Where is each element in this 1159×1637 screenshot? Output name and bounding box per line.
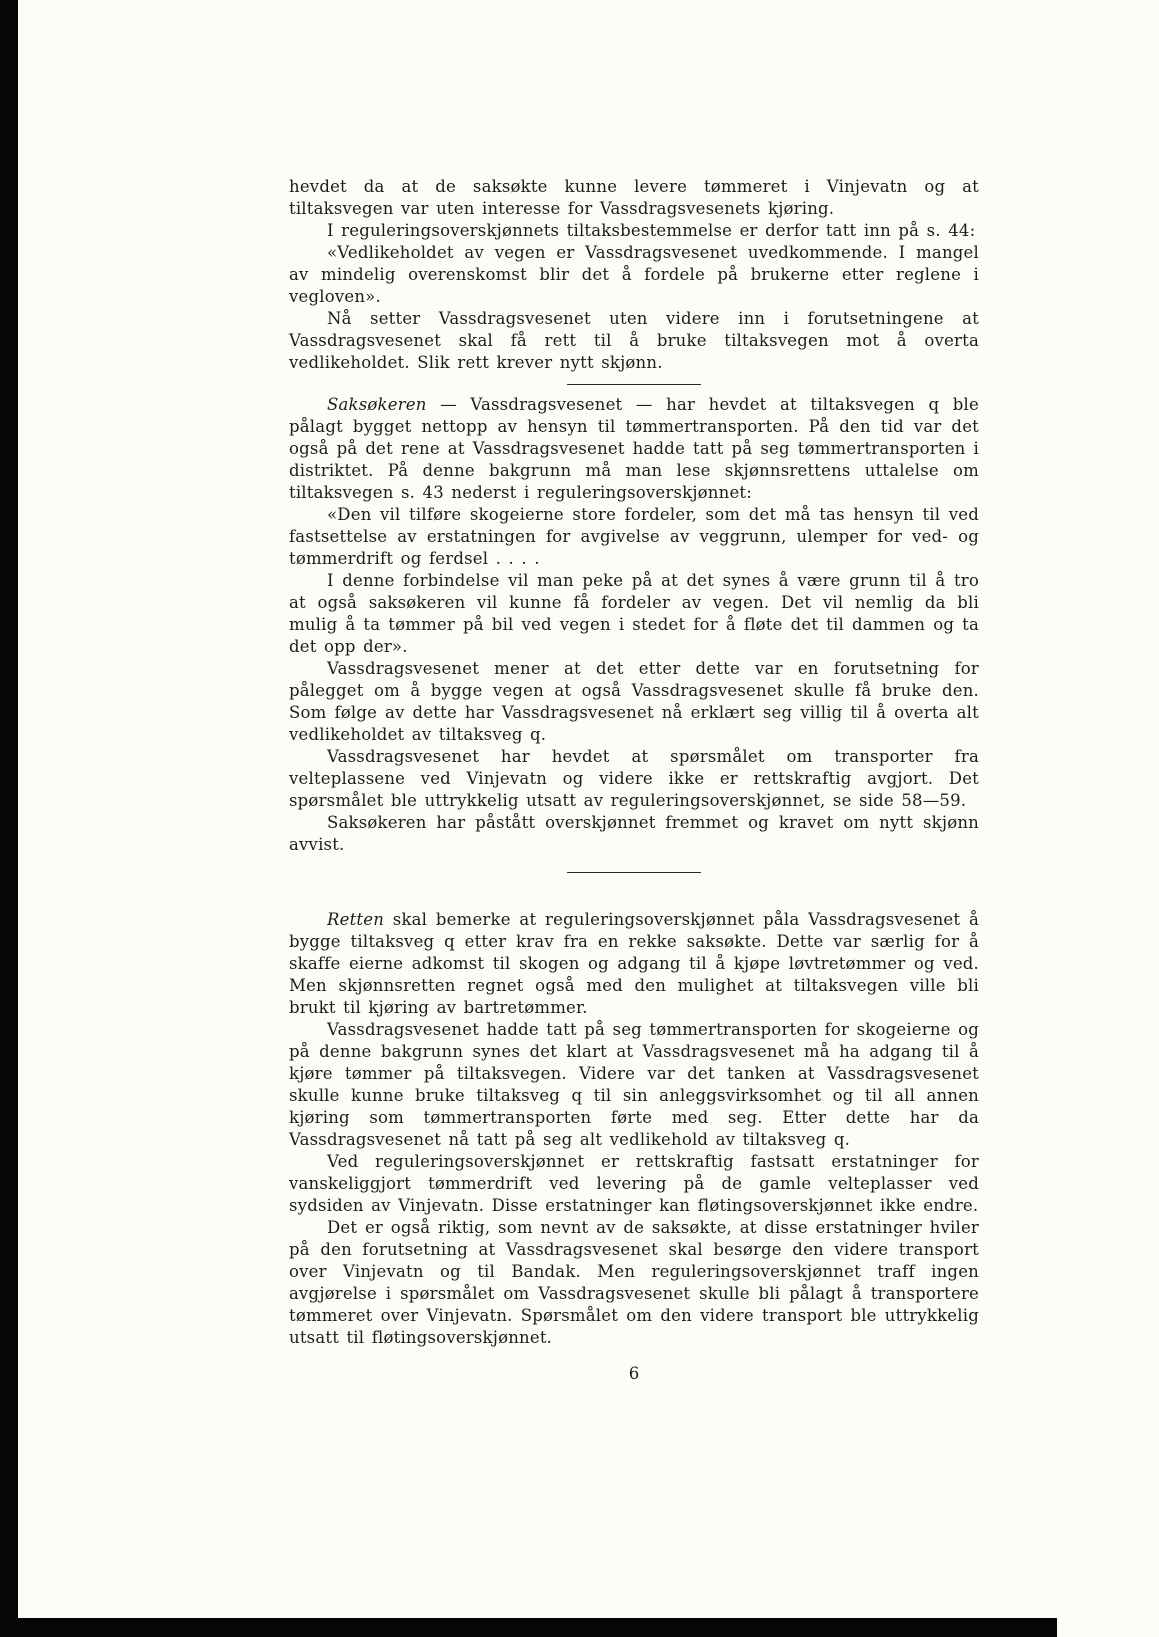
paragraph: Ved reguleringsoverskjønnet er rettskraftig fastsatt erstatninger for vanskeliggjort tømmerdrift ved levering på de gamle velteplasser ved sydsiden av Vinjevatn. Disse erstatninger kan fløtingsoverskjønnet ikke endre. (289, 1152, 979, 1215)
paragraph: Saksøkeren har påstått overskjønnet fremmet og kravet om nytt skjønn avvist. (289, 813, 979, 854)
section-divider (567, 872, 701, 873)
paragraph: «Vedlikeholdet av vegen er Vassdragsvesenet uvedkommende. I mangel av mindelig overenskomst blir det å fordele på brukerne etter reglene i vegloven». (289, 243, 979, 306)
paragraph: Saksøkeren — Vassdragsvesenet — har hevdet at tiltaksvegen q ble pålagt bygget nettopp av hensyn til tømmertransporten. På den tid var det også på det rene at Vassdragsvesenet hadde tatt på seg tømmertransporten i distriktet. På denne bakgrunn må man lese skjønnsrettens uttalelse om tiltaksvegen s. 43 nederst i reguleringsoverskjønnet: (289, 395, 979, 502)
paragraph: hevdet da at de saksøkte kunne levere tømmeret i Vinjevatn og at tiltaksvegen var uten interesse for Vassdragsvesenets kjøring. (289, 177, 979, 218)
paragraph: I reguleringsoverskjønnets tiltaksbestemmelse er derfor tatt inn på s. 44: (327, 221, 976, 240)
paragraph: I denne forbindelse vil man peke på at det synes å være grunn til å tro at også saksøkeren vil kunne få fordeler av vegen. Det vil nemlig da bli mulig å ta tømmer på bil ved vegen i stedet for å fløte det til dammen og ta det opp der». (289, 571, 979, 656)
scan-artifact-bottom-bar (0, 1618, 1057, 1637)
paragraph: Nå setter Vassdragsvesenet uten videre inn i forutsetningene at Vassdragsvesenet skal få rett til å bruke tiltaksvegen mot å overta vedlikeholdet. Slik rett krever nytt skjønn. (289, 309, 979, 372)
paragraph-lead-italic: Saksøkeren (327, 395, 427, 414)
page-number: 6 (628, 1364, 640, 1383)
scan-artifact-left-bar (0, 0, 18, 1637)
paragraph: «Den vil tilføre skogeierne store fordeler, som det må tas hensyn til ved fastsettelse av erstatningen for avgivelse av veggrunn, ulemper for ved- og tømmerdrift og ferdsel . . . . (289, 505, 979, 568)
paragraph: Vassdragsvesenet har hevdet at spørsmålet om transporter fra velteplassene ved Vinjevatn og videre ikke er rettskraftig avgjort. Det spørsmålet ble uttrykkelig utsatt av reguleringsoverskjønnet, se side 58—59. (289, 747, 979, 810)
paragraph: Vassdragsvesenet mener at det etter dette var en forutsetning for pålegget om å bygge vegen at også Vassdragsvesenet skulle få bruke den. Som følge av dette har Vassdragsvesenet nå erklært seg villig til å overta alt vedlikeholdet av tiltaksveg q. (289, 659, 979, 744)
paragraph: Vassdragsvesenet hadde tatt på seg tømmertransporten for skogeierne og på denne bakgrunn synes det klart at Vassdragsvesenet må ha adgang til å kjøre tømmer på tiltaksvegen. Videre var det tanken at Vassdragsvesenet skulle kunne bruke tiltaksveg q til sin anleggsvirksomhet og til all annen kjøring som tømmertransporten førte med seg. Etter dette har da Vassdragsvesenet nå tatt på seg alt vedlikehold av tiltaksveg q. (289, 1020, 979, 1149)
section-divider (567, 384, 701, 385)
document-body (289, 176, 979, 1385)
paragraph: Det er også riktig, som nevnt av de saksøkte, at disse erstatninger hviler på den forutsetning at Vassdragsvesenet skal besørge den videre transport over Vinjevatn og til Bandak. Men reguleringsoverskjønnet traff ingen avgjørelse i spørsmålet om Vassdragsvesenet skulle bli pålagt å transportere tømmeret over Vinjevatn. Spørsmålet om den videre transport ble uttrykkelig utsatt til fløtingsoverskjønnet. (289, 1218, 979, 1347)
paragraph-lead-italic: Retten (327, 910, 385, 929)
paragraph: Retten skal bemerke at reguleringsoverskjønnet påla Vassdragsvesenet å bygge tiltaksveg q etter krav fra en rekke saksøkte. Dette var særlig for å skaffe eierne adkomst til skogen og adgang til å kjøpe løvtretømmer og ved. Men skjønnsretten regnet også med den mulighet at tiltaksvegen ville bli brukt til kjøring av bartretømmer. (289, 910, 979, 1017)
